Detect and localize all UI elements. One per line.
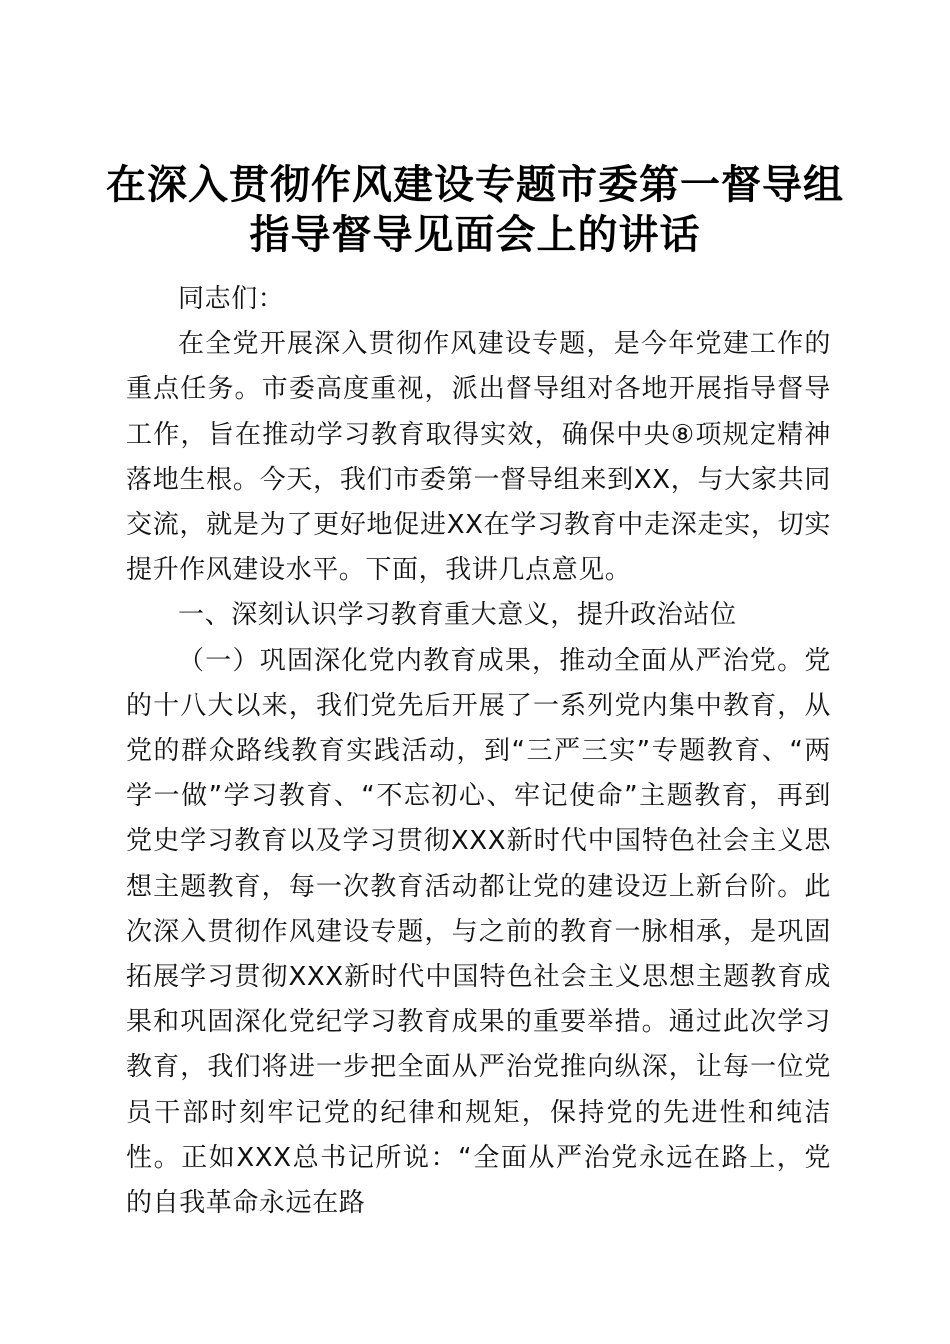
salutation: 同志们： [178, 284, 285, 314]
document-body [126, 277, 831, 1226]
paragraph-subsection-1: （一）巩固深化党内教育成果，推动全面从严治党。党的十八大以来，我们党先后开展了一系列党内集中教育，从党的群众路线教育实践活动，到“三严三实”专题教育、“两学一做”学习教育、“不忘初心、牢记使命”主题教育，再到党史学习教育以及学习贯彻XXX新时代中国特色社会主义思想主题教育，每一次教育活动都让党的建设迈上新台阶。此次深入贯彻作风建设专题，与之前的教育一脉相承，是巩固拓展学习贯彻XXX新时代中国特色社会主义思想主题教育成果和巩固深化党纪学习教育成果的重要举措。通过此次学习教育，我们将进一步把全面从严治党推向纵深，让每一位党员干部时刻牢记党的纪律和规矩，保持党的先进性和纯洁性。正如XXX总书记所说：“全面从严治党永远在路上，党的自我革命永远在路 [126, 645, 831, 1219]
section-heading-1: 一、深刻认识学习教育重大意义，提升政治站位 [178, 600, 737, 631]
document-title: 在深入贯彻作风建设专题市委第一督导组指导督导见面会上的讲话 [106, 162, 844, 258]
paragraph-intro: 在全党开展深入贯彻作风建设专题，是今年党建工作的重点任务。市委高度重视，派出督导组对各地开展指导督导工作，旨在推动学习教育取得实效，确保中央⑧项规定精神落地生根。今天，我们市委第一督导组来到XX，与大家共同交流，就是为了更好地促进XX在学习教育中走深走实，切实提升作风建设水平。下面，我讲几点意见。 [126, 329, 831, 586]
